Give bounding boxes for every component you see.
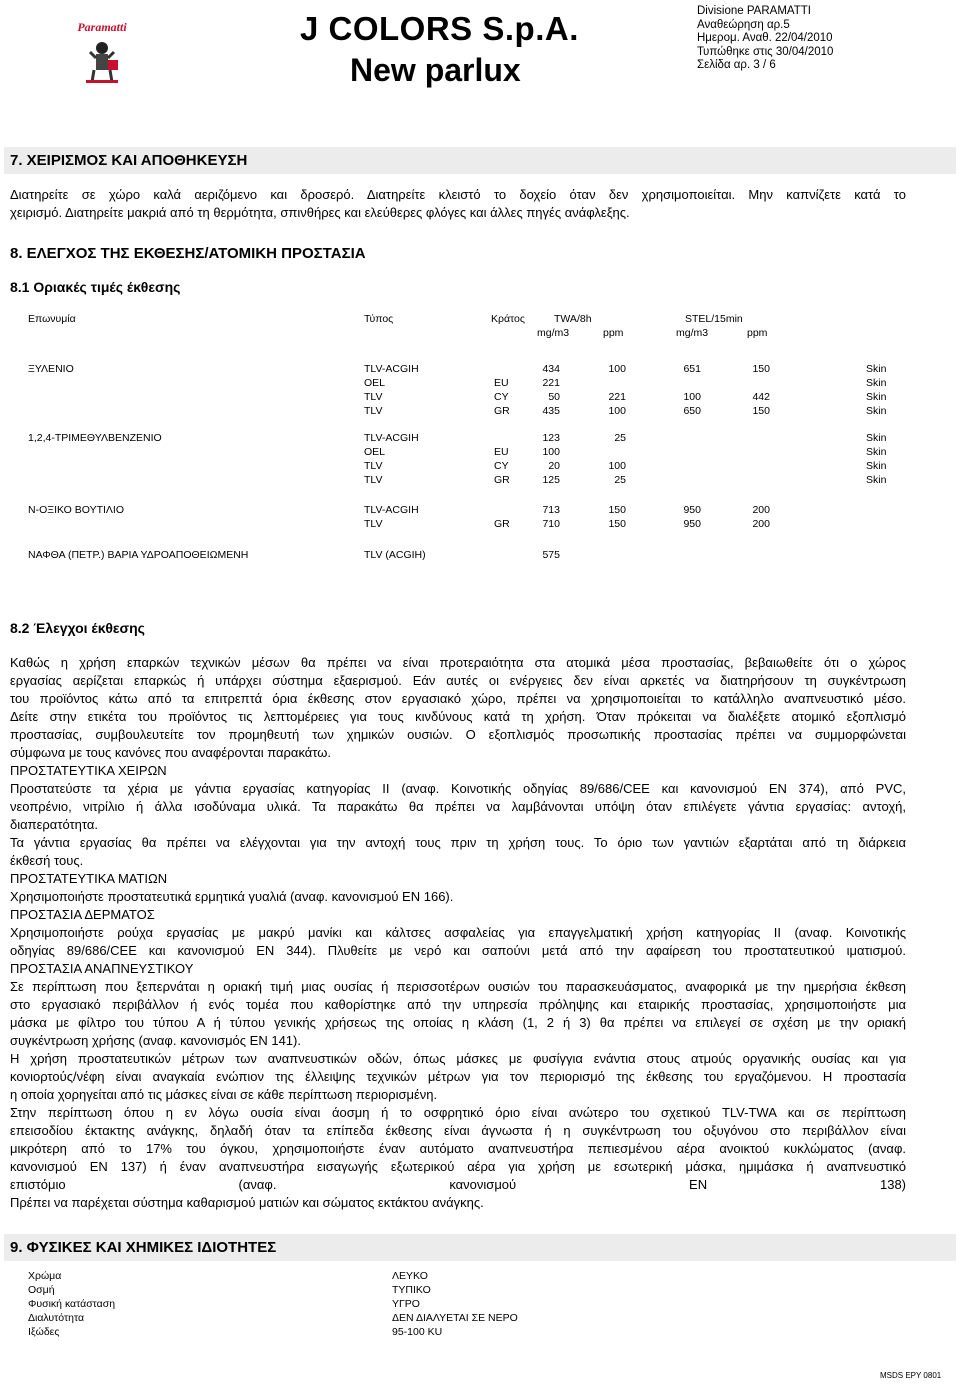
company-name: J COLORS S.p.A. [300, 10, 579, 47]
section-8-2-line: η οποία χορηγείται από τις μάσκες είναι σε κάθε περίπτωση περιορισμένη. [10, 1087, 438, 1102]
limit-cell-note: Skin [866, 377, 887, 389]
section-8-2-text [10, 654, 906, 1212]
col-header-stel-mgm3: mg/m3 [676, 327, 709, 339]
property-value: ΥΓΡΟ [392, 1298, 420, 1310]
limit-cell-type: OEL [364, 377, 386, 389]
col-header-stel-ppm: ppm [747, 327, 768, 339]
product-name: New parlux [350, 52, 521, 88]
page-header [0, 0, 960, 100]
col-header-stel: STEL/15min [685, 313, 743, 325]
limit-cell-twa-mg: 125 [542, 474, 560, 486]
limit-cell-type: TLV [364, 391, 383, 403]
section-8-2-line: Στην περίπτωση όπου η εν λόγω ουσία είναι άοσμη ή το οσφρητικό όριο είναι ανώτερο του σχετικού TLV-TWA και σε περίπτωση [10, 1105, 906, 1120]
limit-cell-twa-mg: 434 [542, 363, 560, 375]
limit-cell-twa-mg: 20 [548, 460, 560, 472]
section-8-title: 8. ΕΛΕΓΧΟΣ ΤΗΣ ΕΚΘΕΣΗΣ/ΑΤΟΜΙΚΗ ΠΡΟΣΤΑΣΙΑ [10, 245, 366, 262]
limit-cell-twa-mg: 710 [542, 518, 560, 530]
footer-code: MSDS EPY 0801 [880, 1371, 942, 1380]
meta-revision-date: Ημερομ. Αναθ. 22/04/2010 [697, 32, 833, 44]
property-value: ΤΥΠΙΚΟ [392, 1284, 431, 1296]
meta-page-number: Σελίδα αρ. 3 / 6 [697, 59, 776, 71]
section-7-text [10, 186, 906, 222]
limit-cell-stel-ppm: 200 [752, 504, 770, 516]
limit-cell-stel-ppm: 150 [752, 363, 770, 375]
subsection-8-2-title: 8.2 Έλεγχοι έκθεσης [10, 620, 145, 636]
section-8-2-line: ΠΡΟΣΤΑΤΕΥΤΙΚΑ ΧΕΙΡΩΝ [10, 763, 167, 778]
limit-cell-stel-mg: 651 [683, 363, 701, 375]
section-8-2-line: οδηγίας 89/686/CEE και κανονισμού EN 344). Πλυθείτε με νερό και σαπούνι μετά από την αφαίρεση του προστατευτικού ιματισμού. [10, 943, 906, 958]
col-header-twa: TWA/8h [554, 313, 592, 325]
property-label: Διαλυτότητα [28, 1312, 85, 1324]
limit-cell-twa-ppm: 150 [608, 518, 626, 530]
section-8-2-line: Η χρήση προστατευτικών μέτρων των αναπνευστικών οδών, όπως μάσκες με φυσίγγια ενάντια στους ατμούς οργανικής ουσίας και για [10, 1051, 906, 1066]
property-label: Ιξώδες [28, 1326, 60, 1338]
property-value: ΔΕΝ ΔΙΑΛΥΕΤΑΙ ΣΕ ΝΕΡΟ [392, 1312, 518, 1324]
logo-wordmark: Paramatti [77, 20, 127, 34]
limit-cell-type: OEL [364, 446, 386, 458]
subsection-8-1-title: 8.1 Οριακές τιμές έκθεσης [10, 279, 181, 295]
limit-cell-type: TLV [364, 518, 383, 530]
section-8-2-line: Καθώς η χρήση επαρκών τεχνικών μέσων θα πρέπει να είναι προτεραιότητα στα ατομικά μέσα προστασίας, βεβαιωθείτε ότι ο χώρος [10, 655, 906, 670]
limit-cell-twa-mg: 575 [542, 549, 560, 561]
limit-cell-type: TLV-ACGIH [364, 363, 419, 375]
section-8-2-line: νεοπρένιο, νιτρίλιο ή άλλα ισοδύναμα υλικά. Τα παρακάτω θα πρέπει να λαμβάνονται υπόψη όταν επιλέγετε γάντια εργασίας: αντοχή, [10, 799, 906, 814]
limit-cell-type: TLV [364, 460, 383, 472]
section-8-2-line: Σε περίπτωση που ξεπερνάται η οριακή τιμή μιας ουσίας ή περισσοτέρων ουσιών του παρασκευάσματος, αναφορικά με την ημερήσια έκθεση [10, 979, 906, 994]
col-header-twa-mgm3: mg/m3 [537, 327, 570, 339]
limit-cell-twa-mg: 100 [542, 446, 560, 458]
section-8-2-line: ΠΡΟΣΤΑΤΕΥΤΙΚΑ ΜΑΤΙΩΝ [10, 871, 168, 886]
limit-cell-stel-mg: 950 [683, 518, 701, 530]
paramatti-logo [72, 16, 132, 86]
section-7-title: 7. ΧΕΙΡΙΣΜΟΣ ΚΑΙ ΑΠΟΘΗΚΕΥΣΗ [4, 147, 956, 174]
limit-cell-note: Skin [866, 432, 887, 444]
substance-name: ΝΑΦΘΑ (ΠΕΤΡ.) ΒΑΡΙΑ ΥΔΡΟΑΠΟΘΕΙΩΜΕΝΗ [28, 549, 249, 561]
section-8-2-line: επιστόμιο (αναφ. κανονισμού ΕΝ 138) [10, 1177, 906, 1192]
limit-cell-stel-mg: 650 [683, 405, 701, 417]
limit-cell-twa-mg: 123 [542, 432, 560, 444]
section-8-2-line: συγκέντρωση χρήσης (αναφ. κανονισμός ΕΝ 141). [10, 1033, 301, 1048]
limit-cell-twa-ppm: 25 [614, 432, 626, 444]
limit-cell-type: TLV-ACGIH [364, 432, 419, 444]
limit-cell-note: Skin [866, 474, 887, 486]
limit-cell-twa-ppm: 100 [608, 460, 626, 472]
section-8-2-line: μάσκα με φίλτρο του τύπου Α ή τύπου γενικής χρήσεως της οποίας η κλάση (1, 2 ή 3) θα πρέπει να επιλεγεί σε σχέση με την οριακή [10, 1015, 906, 1030]
limit-cell-note: Skin [866, 363, 887, 375]
section-8-2-line: διαπερατότητα. [10, 817, 98, 832]
section-8-2-line: Χρησιμοποιήστε ρούχα εργασίας με μακρύ μανίκι και κάλτσες ασφαλείας για επαγγελματική χρήση κατηγορίας ΙΙ (αναφ. Κοινοτικής [10, 925, 906, 940]
document-meta [697, 5, 833, 73]
limit-cell-state: CY [494, 391, 509, 403]
limit-cell-note: Skin [866, 460, 887, 472]
limit-cell-stel-ppm: 150 [752, 405, 770, 417]
limit-cell-state: EU [494, 377, 509, 389]
limit-cell-state: CY [494, 460, 509, 472]
limit-cell-stel-ppm: 442 [752, 391, 770, 403]
section-8-2-line: σύμφωνα με τους κανόνες που αναφέρονται παρακάτω. [10, 745, 332, 760]
limit-cell-twa-mg: 435 [542, 405, 560, 417]
section-8-2-line: Τα γάντια εργασίας θα πρέπει να ελέγχονται για την αντοχή τους πριν τη χρήση τους. Το όριο των γαντιών εξαρτάται από τη διάρκεια [10, 835, 906, 850]
col-header-state: Κράτος [491, 313, 525, 325]
meta-division: Divisione PARAMATTI [697, 5, 811, 17]
col-header-type: Τύπος [364, 313, 394, 325]
property-label: Χρώμα [28, 1270, 62, 1282]
property-label: Φυσική κατάσταση [28, 1298, 116, 1310]
substance-name: ΞΥΛΕΝΙΟ [28, 363, 74, 375]
limit-cell-state: GR [494, 474, 510, 486]
section-8-2-line: κονιορτούς/νέφη είναι αναγκαία ενώπιον της έλλειψης τεχνικών μέτρων για τον περιορισμό της έκθεσης του εργαζόμενου. Η προστασία [10, 1069, 906, 1084]
col-header-twa-ppm: ppm [603, 327, 624, 339]
property-label: Οσμή [28, 1284, 55, 1296]
limit-cell-twa-ppm: 221 [608, 391, 626, 403]
section-8-2-line: εργασίας αερίζεται επαρκώς ή υπάρχει σύστημα εξαερισμού. Εάν αυτές οι ενέργειες δεν είναι αρκετές να διατηρήσουν τη συγκέντρωση [10, 673, 906, 688]
limit-cell-note: Skin [866, 446, 887, 458]
limit-cell-note: Skin [866, 391, 887, 403]
limit-cell-twa-ppm: 150 [608, 504, 626, 516]
section-8-2-line: του προϊόντος κάτω από τα επιτρεπτά όρια έκθεσης στον εργασιακό χώρο, πρέπει να χρησιμοποιείται το κατάλληλο αναπνευστικό μέσο. [10, 691, 906, 706]
section-8-2-line: στο εργασιακό περιβάλλον ή ενός τομέα που καθορίστηκε από την υπηρεσία πρόληψης και εταιρικής προστασίας, χρησιμοποιήστε μια [10, 997, 906, 1012]
limit-cell-twa-mg: 221 [542, 377, 560, 389]
limit-cell-twa-mg: 50 [548, 391, 560, 403]
section-8-2-line: έκθεσή τους. [10, 853, 84, 868]
col-header-name: Επωνυμία [28, 313, 76, 325]
limit-cell-twa-mg: 713 [542, 504, 560, 516]
section-8-2-line: κανονισμού ΕΝ 137) ή έναν αναπνευστήρα εισαγωγής εξωτερικού αέρα για χρήση με εσωτερική μάσκα, ημιμάσκα ή αναπνευστικό [10, 1159, 906, 1174]
limit-cell-type: TLV [364, 405, 383, 417]
section-8-2-line: Δείτε στην ετικέτα του προϊόντος τις λεπτομέρειες για τους κινδύνους κατά τη χρήση. Όταν πρόκειται να διαλέξετε ατομικό εξοπλισμό [10, 709, 906, 724]
section-7-line: χειρισμό. Διατηρείτε μακριά από τη θερμότητα, σπινθήρες και ελεύθερες φλόγες και άλλες πηγές ανάφλεξης. [10, 205, 630, 220]
section-8-2-line: μικρότερη από το 17% του όγκου, χρησιμοποιήστε έναν αυτόματο αναπνευστήρα πεπιεσμένου αέρα ανοικτού κυκλώματος (αναφ. [10, 1141, 906, 1156]
section-8-2-line: Προστατεύστε τα χέρια με γάντια εργασίας κατηγορίας ΙΙ (αναφ. Κοινοτικής οδηγίας 89/686/CEE και κανονισμού ΕΝ 374), από PVC, [10, 781, 906, 796]
limit-cell-state: EU [494, 446, 509, 458]
section-8-2-line: Πρέπει να παρέχεται σύστημα καθαρισμού ματιών και σώματος εκτάκτου ανάγκης. [10, 1195, 484, 1210]
section-8-2-line: προστασίας, συμβουλευτείτε τον προμηθευτή των χημικών ουσιών. Ο εξοπλισμός προσωπικής προστασίας πρέπει να συμμορφώνεται [10, 727, 906, 742]
limit-cell-note: Skin [866, 405, 887, 417]
section-8-2-line: Χρησιμοποιήστε προστατευτικά ερμητικά γυαλιά (αναφ. κανονισμού ΕΝ 166). [10, 889, 454, 904]
section-7-line: Διατηρείτε σε χώρο καλά αεριζόμενο και δροσερό. Διατηρείτε κλειστό το δοχείο όταν δεν χρησιμοποιείται. Μην καπνίζετε κατά το [10, 187, 906, 202]
limit-cell-type: TLV (ACGIH) [364, 549, 426, 561]
limit-cell-state: GR [494, 518, 510, 530]
section-8-2-line: επεισοδίου έκτακτης ανάγκης, δηλαδή όταν τα επίπεδα έκθεσης είναι άγνωστα ή η συγκέντρωση του οξυγόνου στο περιβάλλον είναι [10, 1123, 906, 1138]
limit-cell-twa-ppm: 25 [614, 474, 626, 486]
limit-cell-state: GR [494, 405, 510, 417]
limit-cell-type: TLV-ACGIH [364, 504, 419, 516]
substance-name: Ν-ΟΞΙΚΟ ΒΟΥΤΙΛΙΟ [28, 504, 125, 516]
substance-name: 1,2,4-ΤΡΙΜΕΘΥΛΒΕΝΖΕΝΙΟ [28, 432, 162, 444]
property-value: 95-100 KU [392, 1326, 443, 1338]
limit-cell-stel-ppm: 200 [752, 518, 770, 530]
property-value: ΛΕΥΚΟ [392, 1270, 428, 1282]
limit-cell-stel-mg: 950 [683, 504, 701, 516]
limit-cell-stel-mg: 100 [683, 391, 701, 403]
meta-revision: Αναθεώρηση αρ.5 [697, 18, 790, 31]
section-8-2-line: ΠΡΟΣΤΑΣΙΑ ΔΕΡΜΑΤΟΣ [10, 907, 155, 922]
limit-cell-twa-ppm: 100 [608, 405, 626, 417]
limit-cell-twa-ppm: 100 [608, 363, 626, 375]
section-9-title: 9. ΦΥΣΙΚΕΣ ΚΑΙ ΧΗΜΙΚΕΣ ΙΔΙΟΤΗΤΕΣ [4, 1234, 956, 1261]
meta-print-date: Τυπώθηκε στις 30/04/2010 [697, 45, 834, 58]
limit-cell-type: TLV [364, 474, 383, 486]
section-8-2-line: ΠΡΟΣΤΑΣΙΑ ΑΝΑΠΝΕΥΣΤΙΚΟΥ [10, 961, 194, 976]
